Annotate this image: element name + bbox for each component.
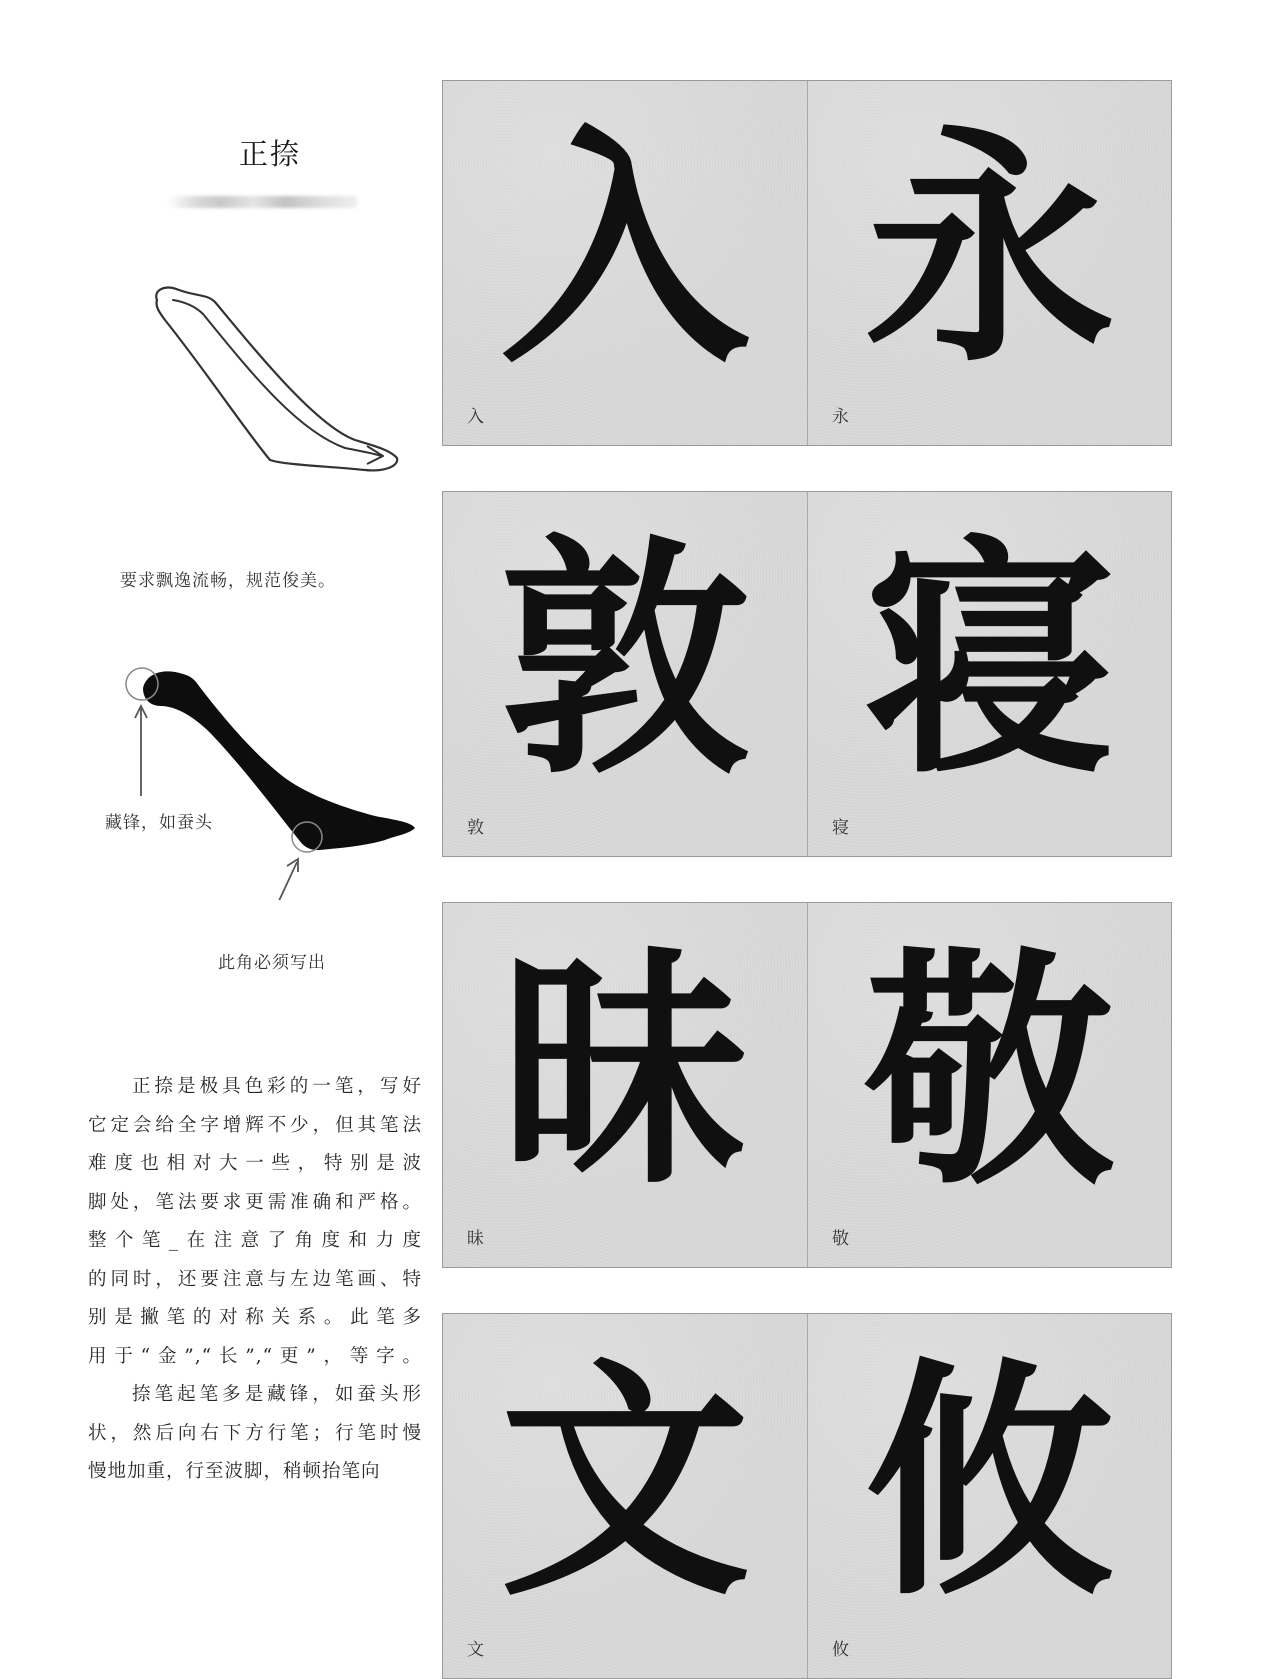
title-decoration <box>168 196 358 208</box>
body-line: 捺笔起笔多是藏锋，如蚕头形 <box>132 1384 422 1405</box>
character-label: 永 <box>832 407 849 427</box>
character-label: 敦 <box>467 818 484 838</box>
hidden-tip-note: 藏锋，如蚕头 <box>105 813 213 833</box>
character-cell <box>443 492 807 856</box>
corner-note: 此角必须写出 <box>218 953 326 973</box>
body-paragraph <box>88 1068 422 1492</box>
character-label: 敬 <box>832 1229 849 1249</box>
body-line: 别是撇笔的对称关系。此笔多 <box>88 1307 422 1328</box>
body-line: 它定会给全字增辉不少，但其笔法 <box>88 1114 422 1136</box>
page-title: 正捺 <box>238 137 301 171</box>
body-line: 的同时，还要注意与左边笔画、特 <box>88 1268 422 1290</box>
calligraphy-glyph: 攸 <box>864 1335 1115 1629</box>
character-label: 文 <box>467 1640 484 1660</box>
character-label: 昧 <box>467 1229 484 1249</box>
body-line: 脚处，笔法要求更需准确和严格。 <box>88 1191 422 1213</box>
calligraphy-glyph: 文 <box>500 1335 750 1629</box>
body-line: 用于“金”,“长”,“更”，等字。 <box>88 1345 422 1367</box>
character-row <box>442 902 1172 1268</box>
character-label: 攸 <box>832 1640 849 1660</box>
character-cell <box>807 903 1171 1267</box>
brush-stroke-diagram <box>95 650 425 900</box>
calligraphy-glyph: 敬 <box>864 924 1115 1218</box>
character-cell <box>807 492 1171 856</box>
character-label: 入 <box>467 407 484 427</box>
corner-arrow <box>271 862 297 900</box>
character-cell <box>443 903 807 1267</box>
stroke-outline-diagram <box>145 280 425 500</box>
character-grid <box>442 80 1172 1666</box>
calligraphy-glyph: 敦 <box>500 513 750 807</box>
body-line: 正捺是极具色彩的一笔，写好 <box>132 1076 422 1097</box>
calligraphy-glyph: 入 <box>500 102 750 396</box>
body-line: 慢地加重，行至波脚，稍顿抬笔向 <box>88 1461 381 1482</box>
character-cell <box>443 81 807 445</box>
stroke-caption: 要求飘逸流畅，规范俊美。 <box>120 571 336 591</box>
character-label: 寝 <box>832 818 849 838</box>
body-line: 难度也相对大一些，特别是波 <box>88 1153 422 1174</box>
character-cell <box>443 1314 807 1678</box>
character-row <box>442 1313 1172 1679</box>
body-line: 状，然后向右下方行笔；行笔时慢 <box>88 1422 422 1444</box>
calligraphy-glyph: 昧 <box>500 924 750 1218</box>
calligraphy-glyph: 永 <box>864 102 1115 396</box>
character-row <box>442 80 1172 446</box>
calligraphy-glyph: 寝 <box>864 513 1115 807</box>
character-cell <box>807 1314 1171 1678</box>
body-line: 整个笔_在注意了角度和力度 <box>88 1230 422 1251</box>
character-row <box>442 491 1172 857</box>
character-cell <box>807 81 1171 445</box>
